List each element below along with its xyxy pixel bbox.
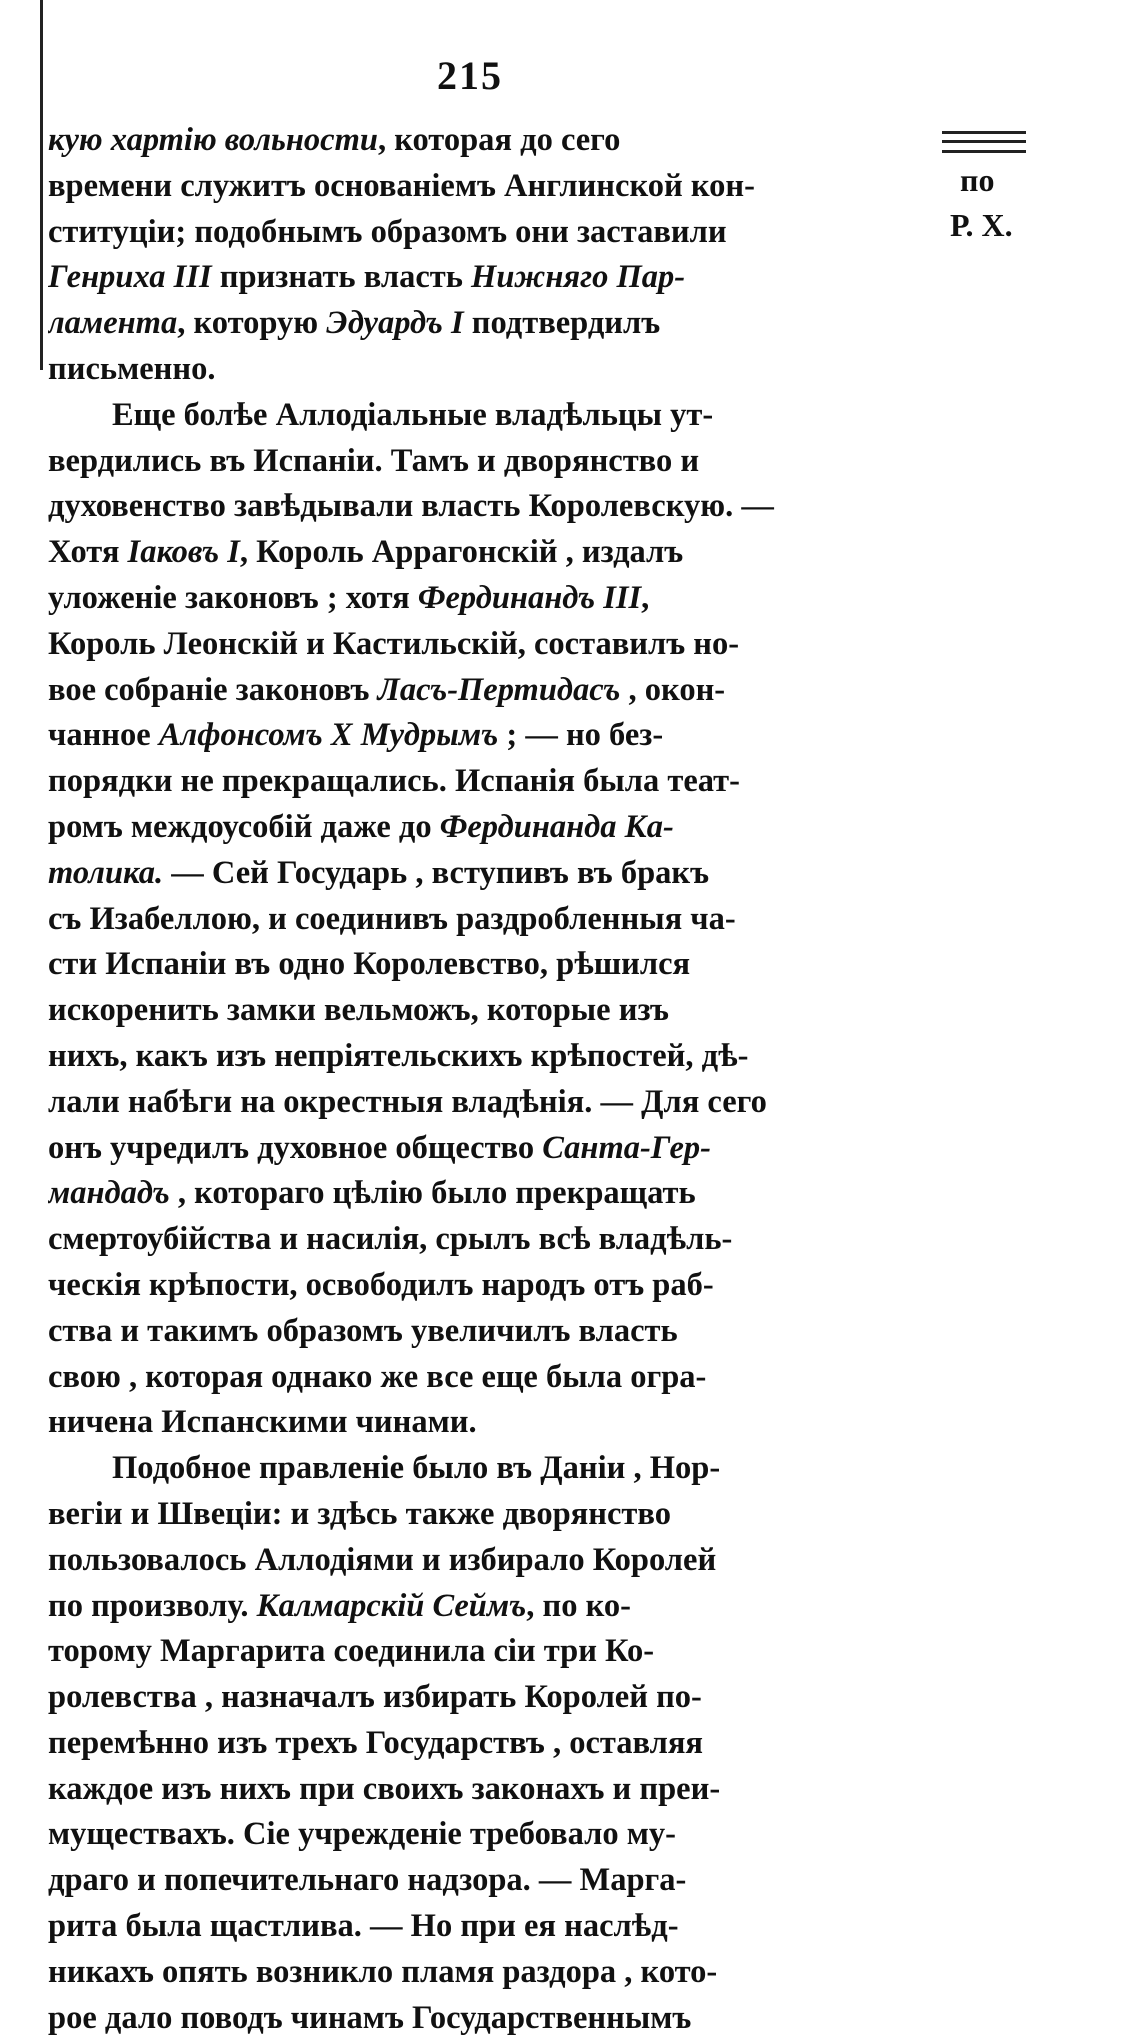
- text-run: ституціи; подобнымъ образомъ они заставили: [48, 213, 727, 250]
- italic-term: Фердинанда Ка-: [439, 808, 674, 845]
- text-run: съ Изабеллою, и соединивъ раздробленныя ча-: [48, 900, 736, 937]
- text-run: вое собраніе законовъ: [48, 671, 378, 708]
- text-run: , Король Аррагонскій , издалъ: [239, 534, 684, 571]
- text-line: [48, 1446, 910, 1492]
- text-run: Подобное правленіе было въ Даніи , Нор-: [112, 1450, 721, 1487]
- text-line: [48, 1217, 910, 1263]
- text-run: рита была щастлива. — Но при ея наслѣд-: [48, 1908, 679, 1945]
- text-run: ничена Испанскими чинами.: [48, 1404, 477, 1441]
- text-run: Хотя: [48, 534, 128, 571]
- text-line: [48, 164, 910, 210]
- text-run: ства и такимъ образомъ увеличилъ власть: [48, 1312, 678, 1349]
- text-run: ромъ междоусобій даже до: [48, 808, 440, 845]
- text-line: [48, 1034, 910, 1080]
- text-line: [48, 1675, 910, 1721]
- text-run: ческія крѣпости, освободилъ народъ отъ раб-: [48, 1266, 714, 1303]
- text-run: , которая до сего: [377, 122, 621, 158]
- italic-term: мандадъ: [48, 1175, 170, 1212]
- italic-term: Санта-Гер-: [542, 1129, 711, 1166]
- text-line: [48, 1767, 910, 1813]
- text-line: [48, 1812, 910, 1858]
- body-text: [48, 118, 910, 2041]
- text-line: [48, 805, 910, 851]
- text-run: Король Леонскій и Кастильскій, составилъ но-: [48, 625, 740, 662]
- italic-term: Эдуардъ I: [326, 305, 464, 342]
- text-line: [48, 118, 910, 164]
- text-run: искоренить замки вельможъ, которые изъ: [48, 992, 669, 1029]
- text-line: [48, 622, 910, 668]
- text-run: каждое изъ нихъ при своихъ законахъ и преи-: [48, 1770, 721, 1807]
- text-run: вердились въ Испаніи. Тамъ и дворянство и: [48, 442, 700, 479]
- italic-term: ламента: [48, 305, 178, 342]
- text-run: вегіи и Швеціи: и здѣсь также дворянство: [48, 1495, 671, 1532]
- text-line: [48, 1126, 910, 1172]
- text-run: , котораго цѣлію было прекращать: [169, 1175, 696, 1212]
- italic-term: Генриха III: [48, 259, 212, 296]
- italic-term: Іаковъ I: [127, 534, 240, 571]
- text-line: [48, 668, 910, 714]
- text-line: [48, 1950, 910, 1996]
- text-run: времени служитъ основаніемъ Англинской кон-: [48, 167, 755, 204]
- text-line: [48, 255, 910, 301]
- italic-term: кую хартію вольности: [48, 122, 378, 158]
- text-line: [48, 851, 910, 897]
- text-line: [48, 1492, 910, 1538]
- text-run: онъ учредилъ духовное общество: [48, 1129, 543, 1166]
- text-line: [48, 988, 910, 1034]
- text-line: [48, 942, 910, 988]
- text-run: , которую: [177, 305, 327, 342]
- text-line: [48, 576, 910, 622]
- text-line: [48, 1629, 910, 1675]
- text-run: порядки не прекращались. Испанія была теат-: [48, 763, 740, 800]
- margin-note-line-1: по: [960, 162, 995, 198]
- italic-term: толика.: [48, 854, 164, 891]
- text-line: [48, 484, 910, 530]
- text-line: [48, 1080, 910, 1126]
- text-line: [48, 1904, 910, 1950]
- text-run: муществахъ. Сіе учрежденіе требовало му-: [48, 1816, 676, 1853]
- text-run: , окон-: [620, 671, 726, 708]
- text-line: [48, 713, 910, 759]
- margin-note-line-2: Р. Х.: [950, 207, 1013, 243]
- text-line: [48, 1858, 910, 1904]
- text-line: [48, 210, 910, 256]
- italic-term: Ласъ-Пертидасъ: [377, 671, 621, 708]
- text-run: письменно.: [48, 350, 216, 387]
- text-run: ; — но без-: [498, 717, 664, 754]
- page-number: 215: [437, 53, 503, 98]
- text-line: [48, 530, 910, 576]
- text-run: драго и попечительнаго надзора. — Марга-: [48, 1862, 687, 1899]
- text-run: нихъ, какъ изъ непріятельскихъ крѣпостей, дѣ-: [48, 1037, 749, 1074]
- italic-term: Нижняго Пар-: [471, 259, 686, 296]
- italic-term: Фердинандъ III: [417, 579, 642, 616]
- text-run: никахъ опять возникло пламя раздора , кото-: [48, 1953, 718, 1990]
- text-line: [48, 1538, 910, 1584]
- text-line: [48, 1171, 910, 1217]
- text-line: [48, 1400, 910, 1446]
- text-run: перемѣнно изъ трехъ Государствъ , оставляя: [48, 1724, 704, 1761]
- text-line: [48, 347, 910, 393]
- text-run: духовенство завѣдывали власть Королевскую. —: [48, 488, 774, 525]
- text-run: — Сей Государь , вступивъ въ бракъ: [163, 854, 710, 891]
- text-line: [48, 1996, 910, 2041]
- text-run: Еще болѣе Аллодіальные владѣльцы ут-: [112, 396, 714, 433]
- text-line: [48, 1263, 910, 1309]
- text-run: сти Испаніи въ одно Королевство, рѣшился: [48, 946, 691, 983]
- text-line: [48, 393, 910, 439]
- margin-double-rule: [942, 131, 1026, 153]
- text-run: свою , которая однако же все еще была огра-: [48, 1358, 707, 1395]
- text-line: [48, 1584, 910, 1630]
- text-run: ролевства , назначалъ избирать Королей по-: [48, 1679, 702, 1716]
- text-run: пользовалось Аллодіями и избирало Королей: [48, 1541, 717, 1578]
- text-run: подтвердилъ: [463, 305, 661, 342]
- text-run: чанное: [48, 717, 159, 754]
- text-line: [48, 897, 910, 943]
- text-run: уложеніе законовъ ; хотя: [48, 579, 418, 616]
- italic-term: Алфонсомъ Х Мудрымъ: [158, 717, 499, 754]
- text-run: торому Маргарита соединила сіи три Ко-: [48, 1633, 655, 1670]
- text-line: [48, 1721, 910, 1767]
- text-run: рое дало поводъ чинамъ Государственнымъ: [48, 1999, 692, 2036]
- text-run: лали набѣги на окрестныя владѣнія. — Для сего: [48, 1083, 767, 1120]
- text-line: [48, 439, 910, 485]
- text-line: [48, 1309, 910, 1355]
- text-run: , по ко-: [526, 1587, 631, 1624]
- text-run: смертоубійства и насилія, срылъ всѣ владѣль-: [48, 1221, 733, 1258]
- text-run: признать власть: [211, 259, 472, 296]
- italic-term: Калмарскій Сеймъ: [256, 1587, 527, 1624]
- text-run: по произволу.: [48, 1587, 257, 1624]
- text-line: [48, 1355, 910, 1401]
- text-line: [48, 301, 910, 347]
- text-line: [48, 759, 910, 805]
- text-run: ,: [641, 579, 650, 616]
